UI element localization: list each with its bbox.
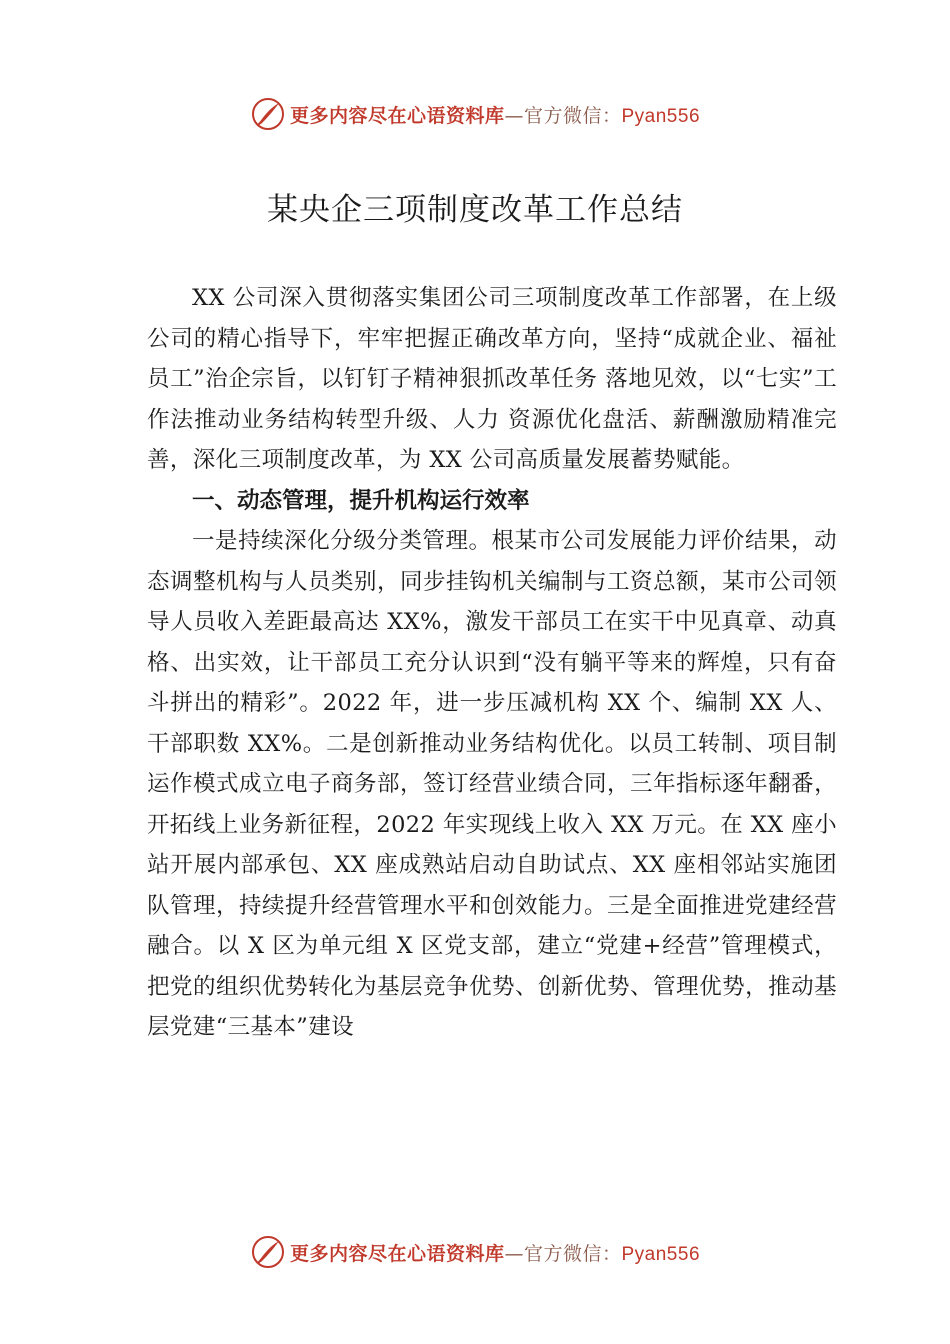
section-paragraph: 一是持续深化分级分类管理。根某市公司发展能力评价结果，动态调整机构与人员类别，同步挂钩机关编制与工资总额，某市公司领导人员收入差距最高达 XX%，激发干部员工在实干中见真章、动真格、出实效，让干部员工充分认识到“没有躺平等来的辉煌，只有奋斗拼出的精彩”。2022 年，进一步压减机构 XX 个、编制 XX 人、干部职数 XX%。二是创新推动业务结构优化。以员工转制、项目制运作模式成立电子商务部，签订经营业绩合同，三年指标逐年翻番，开拓线上业务新征程，2022 年实现线上收入 XX 万元。在 XX 座小站开展内部承包、XX 座成熟站启动自助试点、XX 座相邻站实施团队管理，持续提升经营管理水平和创效能力。三是全面推进党建经营融合。以 X 区为单元组 X 区党支部，建立“党建+经营”管理模式，把党的组织优势转化为基层竞争优势、创新优势、管理优势，推动基层党建“三基本”建设 <box>147 528 837 1040</box>
section-heading: 一、动态管理，提升机构运行效率 <box>192 487 530 514</box>
footer-banner <box>0 1232 950 1272</box>
banner-main-text: 更多内容尽在心语资料库 <box>289 104 505 127</box>
banner-sub-text: 官方微信： <box>523 1242 622 1265</box>
banner-dash: — <box>504 1242 524 1265</box>
quill-logo-icon <box>250 1234 286 1270</box>
intro-paragraph: XX 公司深入贯彻落实集团公司三项制度改革工作部署，在上级公司的精心指导下，牢牢把握正确改革方向，坚持“成就企业、福祉员工”治企宗旨，以钉钉子精神狠抓改革任务 落地见效，以“七实”工作法推动业务结构转型升级、人力 资源优化盘活、薪酬激励精准完善，深化三项制度改革，为 XX 公司高质量发展蓄势赋能。 <box>147 285 837 473</box>
header-banner <box>0 94 950 134</box>
banner-main-text: 更多内容尽在心语资料库 <box>289 1242 505 1265</box>
document-title: 某央企三项制度改革工作总结 <box>267 192 683 228</box>
banner-text <box>290 1239 700 1266</box>
banner-wechat-id: Pyan556 <box>621 105 701 127</box>
quill-logo-icon <box>250 96 286 132</box>
banner-sub-text: 官方微信： <box>523 104 622 127</box>
banner-wechat-id: Pyan556 <box>621 1243 701 1265</box>
banner-text <box>290 101 700 128</box>
banner-dash: — <box>504 104 524 127</box>
document-body <box>147 278 837 1048</box>
